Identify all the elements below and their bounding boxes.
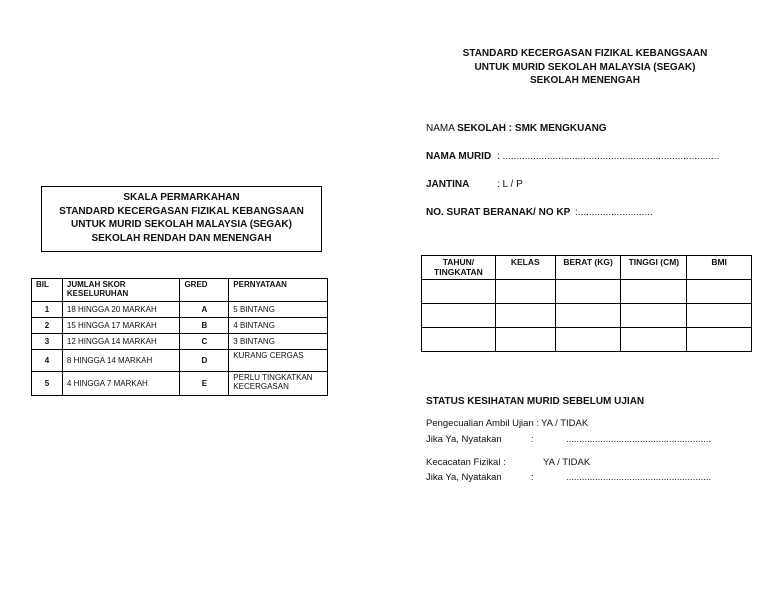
empty-cell[interactable] — [422, 280, 496, 304]
cell-gred: D — [180, 350, 229, 372]
cell-gred: E — [180, 372, 229, 396]
cell-pernyataan: 5 BINTANG — [229, 302, 328, 318]
kecacatan-value[interactable]: YA / TIDAK — [543, 457, 591, 468]
grade-table-header — [32, 279, 328, 302]
measurement-header — [422, 256, 752, 280]
cell-bil: 5 — [32, 372, 63, 396]
empty-cell[interactable] — [621, 304, 687, 328]
form-header-line: UNTUK MURID SEKOLAH MALAYSIA (SEGAK) — [474, 61, 696, 73]
header-bmi: BMI — [687, 256, 752, 280]
empty-cell[interactable] — [495, 328, 555, 352]
surat-beranak-label: NO. SURAT BERANAK/ NO KP — [426, 207, 571, 218]
empty-cell[interactable] — [422, 328, 496, 352]
empty-cell[interactable] — [687, 280, 752, 304]
table-row — [32, 302, 328, 318]
cell-gred: B — [180, 318, 229, 334]
kecacatan-label: Kecacatan Fizikal : — [426, 457, 506, 468]
cell-skor: 8 HINGGA 14 MARKAH — [62, 350, 180, 372]
skala-title-box — [41, 186, 322, 252]
skala-title-line: SKALA PERMARKAHAN — [123, 192, 240, 203]
jika-ya-label: Jika Ya, Nyatakan — [426, 472, 502, 483]
table-row — [422, 328, 752, 352]
jika-ya-label: Jika Ya, Nyatakan — [426, 434, 502, 445]
header-kelas: KELAS — [495, 256, 555, 280]
empty-cell[interactable] — [555, 304, 621, 328]
table-row — [32, 350, 328, 372]
header-tinggi: TINGGI (CM) — [621, 256, 687, 280]
cell-pernyataan: 3 BINTANG — [229, 334, 328, 350]
cell-pernyataan: 4 BINTANG — [229, 318, 328, 334]
header-tahun: TAHUN/ TINGKATAN — [422, 256, 496, 280]
jika-ya-colon: : — [531, 472, 534, 483]
form-header-line: SEKOLAH MENENGAH — [529, 75, 640, 86]
empty-cell[interactable] — [422, 304, 496, 328]
empty-cell[interactable] — [555, 280, 621, 304]
sekolah-prefix: NAMA — [426, 123, 455, 134]
cell-bil: 4 — [32, 350, 63, 372]
cell-gred: A — [180, 302, 229, 318]
table-row — [32, 372, 328, 396]
empty-cell[interactable] — [555, 328, 621, 352]
cell-bil: 3 — [32, 334, 63, 350]
header-skor: JUMLAH SKOR KESELURUHAN — [62, 279, 180, 302]
table-row — [32, 318, 328, 334]
cell-skor: 4 HINGGA 7 MARKAH — [62, 372, 180, 396]
table-row — [32, 334, 328, 350]
header-pernyataan: PERNYATAAN — [229, 279, 328, 302]
cell-skor: 12 HINGGA 14 MARKAH — [62, 334, 180, 350]
empty-cell[interactable] — [621, 280, 687, 304]
cell-pernyataan: KURANG CERGAS — [229, 350, 328, 372]
form-header-line: STANDARD KECERGASAN FIZIKAL KEBANGSAAN — [462, 48, 708, 59]
grade-table — [31, 278, 328, 396]
jika-ya-field[interactable]: ....................................................... — [566, 434, 712, 445]
sekolah-label: SEKOLAH : SMK MENGKUANG — [457, 123, 607, 134]
cell-skor: 18 HINGGA 20 MARKAH — [62, 302, 180, 318]
empty-cell[interactable] — [621, 328, 687, 352]
cell-gred: C — [180, 334, 229, 350]
jika-ya-colon: : — [531, 434, 534, 445]
nama-murid-field[interactable]: : .............................................................................. — [497, 151, 720, 162]
table-row — [422, 304, 752, 328]
jantina-label: JANTINA — [426, 179, 470, 190]
cell-bil: 2 — [32, 318, 63, 334]
empty-cell[interactable] — [495, 304, 555, 328]
empty-cell[interactable] — [687, 304, 752, 328]
status-title: STATUS KESIHATAN MURID SEBELUM UJIAN — [426, 396, 645, 407]
sekolah-row — [426, 123, 607, 134]
jantina-field[interactable]: : L / P — [497, 179, 523, 190]
table-row — [422, 280, 752, 304]
header-gred: GRED — [180, 279, 229, 302]
surat-beranak-field[interactable]: :........................... — [575, 207, 653, 218]
nama-murid-label: NAMA MURID — [426, 151, 492, 162]
header-bil: BIL — [32, 279, 63, 302]
skala-title-line: SEKOLAH RENDAH DAN MENENGAH — [91, 232, 272, 244]
cell-bil: 1 — [32, 302, 63, 318]
skala-title-line: UNTUK MURID SEKOLAH MALAYSIA (SEGAK) — [71, 219, 292, 230]
header-berat: BERAT (KG) — [555, 256, 621, 280]
cell-skor: 15 HINGGA 17 MARKAH — [62, 318, 180, 334]
skala-title-line: STANDARD KECERGASAN FIZIKAL KEBANGSAAN — [59, 205, 304, 217]
pengecualian-value[interactable]: YA / TIDAK — [541, 418, 589, 429]
empty-cell[interactable] — [687, 328, 752, 352]
jika-ya-field[interactable]: ....................................................... — [566, 472, 712, 483]
measurement-table — [421, 255, 752, 352]
pengecualian-label: Pengecualian Ambil Ujian : — [426, 418, 540, 429]
cell-pernyataan: PERLU TINGKATKAN KECERGASAN — [229, 372, 328, 396]
empty-cell[interactable] — [495, 280, 555, 304]
form-header — [420, 47, 750, 88]
